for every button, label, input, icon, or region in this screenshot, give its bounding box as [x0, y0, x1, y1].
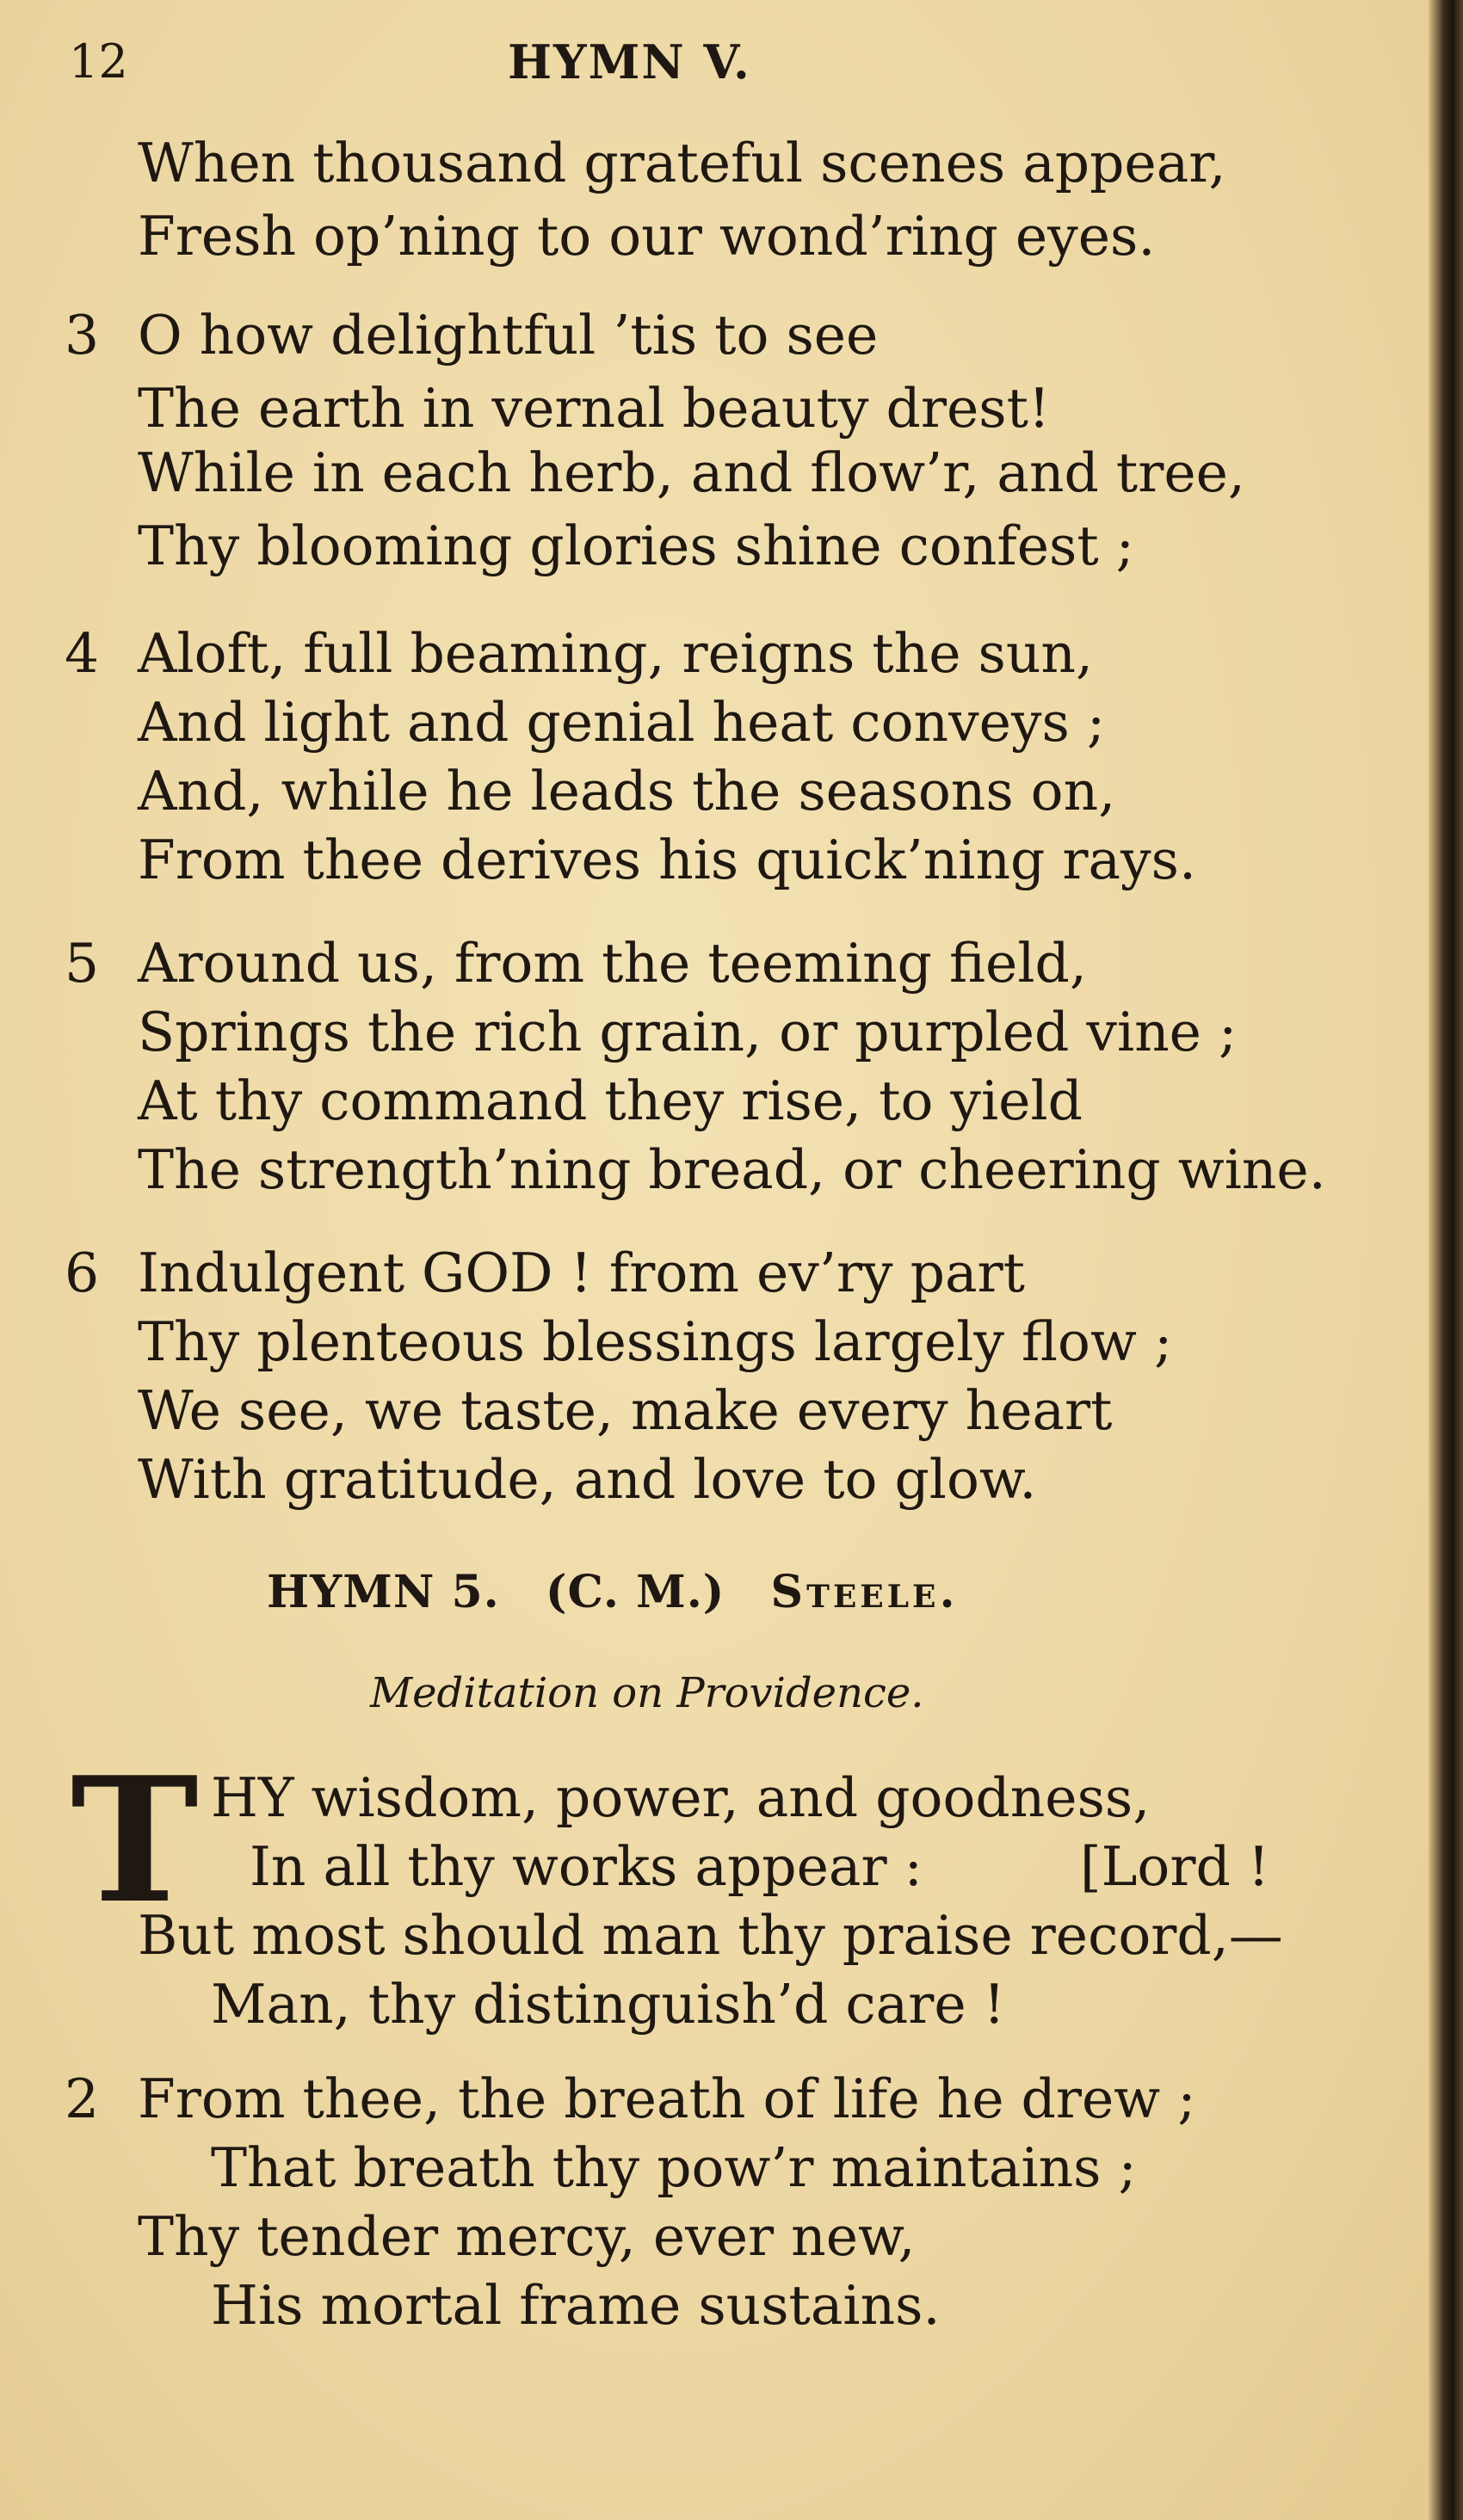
drop-cap: T	[71, 1740, 199, 1942]
verse-line: His mortal frame sustains.	[211, 2274, 941, 2337]
verse-line: From thee derives his quick’ning rays.	[138, 829, 1197, 891]
verse-line-overflow: [Lord !	[1080, 1835, 1270, 1898]
verse-number: 3	[65, 304, 100, 367]
hymn-author: Steele.	[770, 1566, 959, 1618]
verse-line: Around us, from the teeming field,	[138, 932, 1087, 995]
page-number: 12	[69, 34, 128, 89]
verse-number: 4	[65, 622, 100, 685]
verse-number: 6	[65, 1242, 100, 1304]
verse-line: In all thy works appear :	[250, 1835, 923, 1898]
hymn-heading	[267, 1566, 988, 1618]
hymn-label: HYMN 5.	[267, 1566, 500, 1618]
verse-line: Aloft, full beaming, reigns the sun,	[138, 622, 1094, 685]
verse-line: Indulgent GOD ! from ev’ry part	[138, 1242, 1025, 1304]
verse-line: Thy tender mercy, ever new,	[138, 2205, 916, 2268]
verse-line: At thy command they rise, to yield	[138, 1069, 1083, 1132]
verse-line: HY wisdom, power, and goodness,	[211, 1766, 1151, 1829]
verse-line: But most should man thy praise record,—	[138, 1904, 1283, 1967]
verse-line: That breath thy pow’r maintains ;	[211, 2136, 1137, 2199]
verse-line: The earth in vernal beauty drest!	[138, 377, 1051, 440]
verse-line: When thousand grateful scenes appear,	[138, 132, 1226, 194]
hymn-meter: (C. M.)	[545, 1566, 725, 1618]
verse-line: O how delightful ’tis to see	[138, 304, 879, 367]
running-title: HYMN V.	[508, 34, 751, 89]
verse-line: While in each herb, and flow’r, and tree,	[138, 441, 1245, 504]
verse-line: Thy plenteous blessings largely flow ;	[138, 1310, 1173, 1373]
verse-line: From thee, the breath of life he drew ;	[138, 2067, 1196, 2130]
book-spine-edge	[1429, 0, 1463, 2520]
verse-line: And light and genial heat conveys ;	[138, 691, 1106, 754]
verse-line: And, while he leads the seasons on,	[138, 760, 1116, 823]
verse-line: Springs the rich grain, or purpled vine ;	[138, 1001, 1238, 1063]
verse-line: The strength’ning bread, or cheering wine.	[138, 1138, 1326, 1201]
running-head	[69, 34, 861, 103]
verse-line: Fresh op’ning to our wond’ring eyes.	[138, 205, 1156, 268]
verse-line: We see, we taste, make every heart	[138, 1379, 1113, 1442]
verse-line: Man, thy distinguish’d care !	[211, 1973, 1005, 2036]
verse-number: 5	[65, 932, 100, 995]
hymn-subtitle: Meditation on Providence.	[370, 1669, 924, 1717]
verse-line: With gratitude, and love to glow.	[138, 1448, 1037, 1511]
verse-number: 2	[65, 2067, 100, 2130]
verse-line: Thy blooming glories shine confest ;	[138, 514, 1134, 577]
